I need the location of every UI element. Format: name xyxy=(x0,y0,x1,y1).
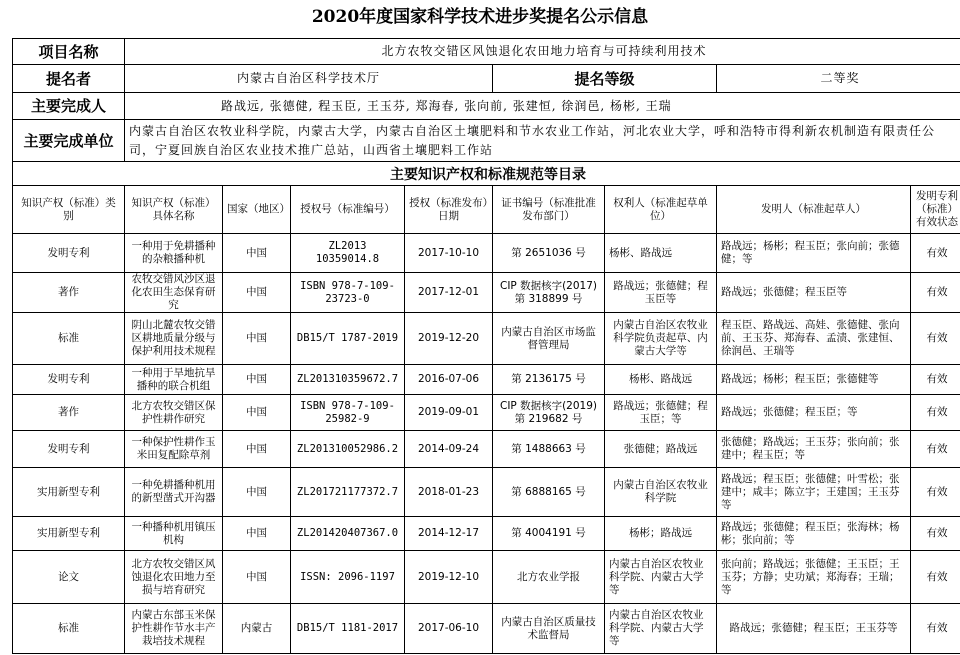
cell-name: 北方农牧交错区保护性耕作研究 xyxy=(125,395,223,431)
cell-inventors: 张向前；路战远；张德健；王玉臣；王玉芬；方静；史功斌；郑海春；王瑞；等 xyxy=(717,551,911,604)
units-label: 主要完成单位 xyxy=(13,120,125,162)
cell-date: 2016-07-06 xyxy=(405,365,493,395)
cell-owner: 路战远；张德健；程玉臣；等 xyxy=(605,395,717,431)
header-cell: 权利人（标准起草单位） xyxy=(605,186,717,234)
page-title: 2020年度国家科学技术进步奖提名公示信息 xyxy=(311,7,649,27)
cell-number: ZL201310052986.2 xyxy=(291,431,405,468)
cell-name: 农牧交错风沙区退化农田生态保育研究 xyxy=(125,273,223,313)
cell-number: ZL201310359672.7 xyxy=(291,365,405,395)
cell-owner: 内蒙古自治区农牧业科学院负责起草、内蒙古大学等 xyxy=(605,313,717,365)
persons-label: 主要完成人 xyxy=(13,93,125,120)
cell-owner: 杨彬、路战远 xyxy=(605,365,717,395)
cell-country: 中国 xyxy=(223,551,291,604)
cell-inventors: 路战远；杨彬；程玉臣；张向前；张德健；等 xyxy=(717,234,911,273)
cell-status: 有效 xyxy=(911,517,960,551)
persons-value: 路战远, 张德健, 程玉臣, 王玉芬, 郑海春, 张向前, 张建恒, 徐润邑, 杨彬, 王瑞 xyxy=(125,93,960,120)
cell-certificate: CIP 数据核字(2017) 第 318899 号 xyxy=(493,273,605,313)
cell-certificate: 第 2651036 号 xyxy=(493,234,605,273)
cell-inventors: 程玉臣、路战远、高娃、张德健、张向前、王玉芬、郑海春、孟渍、张建恒、徐润邑、王瑞等 xyxy=(717,313,911,365)
persons-row xyxy=(13,93,960,120)
cell-country: 中国 xyxy=(223,431,291,468)
header-cell: 发明专利（标准）有效状态 xyxy=(911,186,960,234)
cell-number: ISBN 978-7-109-23723-0 xyxy=(291,273,405,313)
cell-country: 内蒙古 xyxy=(223,604,291,654)
cell-status: 有效 xyxy=(911,365,960,395)
cell-category: 标准 xyxy=(13,604,125,654)
nominator-label: 提名者 xyxy=(13,65,125,93)
cell-date: 2019-12-20 xyxy=(405,313,493,365)
cell-category: 著作 xyxy=(13,273,125,313)
cell-country: 中国 xyxy=(223,234,291,273)
cell-name: 一种保护性耕作玉米田复配除草剂 xyxy=(125,431,223,468)
cell-certificate: 第 6888165 号 xyxy=(493,468,605,517)
cell-name: 一种播种机用镇压机构 xyxy=(125,517,223,551)
cell-owner: 杨彬、路战远 xyxy=(605,234,717,273)
cell-date: 2014-09-24 xyxy=(405,431,493,468)
cell-status: 有效 xyxy=(911,468,960,517)
table-header xyxy=(13,186,960,234)
cell-owner: 内蒙古自治区农牧业科学院、内蒙古大学等 xyxy=(605,604,717,654)
cell-country: 中国 xyxy=(223,468,291,517)
cell-status: 有效 xyxy=(911,273,960,313)
cell-category: 论文 xyxy=(13,551,125,604)
cell-status: 有效 xyxy=(911,604,960,654)
header-cell: 授权号（标准编号） xyxy=(291,186,405,234)
cell-date: 2019-09-01 xyxy=(405,395,493,431)
table-row xyxy=(13,273,960,313)
nomination-table xyxy=(12,38,960,654)
cell-category: 发明专利 xyxy=(13,365,125,395)
header-cell: 授权（标准发布）日期 xyxy=(405,186,493,234)
cell-inventors: 路战远；张德健；程玉臣；等 xyxy=(717,395,911,431)
cell-status: 有效 xyxy=(911,551,960,604)
nominator-row xyxy=(13,65,960,93)
cell-number: ISBN 978-7-109-25982-9 xyxy=(291,395,405,431)
section-row xyxy=(13,162,960,186)
cell-date: 2019-12-10 xyxy=(405,551,493,604)
cell-certificate: 北方农业学报 xyxy=(493,551,605,604)
cell-country: 中国 xyxy=(223,517,291,551)
cell-date: 2017-12-01 xyxy=(405,273,493,313)
cell-category: 著作 xyxy=(13,395,125,431)
cell-category: 发明专利 xyxy=(13,234,125,273)
cell-owner: 路战远；张德健；程玉臣等 xyxy=(605,273,717,313)
cell-inventors: 路战远；张德健；程玉臣；王玉芬等 xyxy=(717,604,911,654)
cell-category: 发明专利 xyxy=(13,431,125,468)
cell-number: ZL2013 10359014.8 xyxy=(291,234,405,273)
table-row xyxy=(13,551,960,604)
header-cell: 知识产权（标准）类别 xyxy=(13,186,125,234)
cell-certificate: 第 4004191 号 xyxy=(493,517,605,551)
cell-status: 有效 xyxy=(911,431,960,468)
cell-certificate: 第 1488663 号 xyxy=(493,431,605,468)
table-row xyxy=(13,234,960,273)
cell-date: 2017-10-10 xyxy=(405,234,493,273)
header-cell: 证书编号（标准批准发布部门） xyxy=(493,186,605,234)
table-row xyxy=(13,468,960,517)
cell-number: ISSN: 2096-1197 xyxy=(291,551,405,604)
units-row xyxy=(13,120,960,162)
cell-name: 一种用于免耕播种的杂粮播种机 xyxy=(125,234,223,273)
cell-country: 中国 xyxy=(223,273,291,313)
cell-status: 有效 xyxy=(911,234,960,273)
cell-date: 2014-12-17 xyxy=(405,517,493,551)
cell-owner: 内蒙古自治区农牧业科学院、内蒙古大学等 xyxy=(605,551,717,604)
cell-country: 中国 xyxy=(223,365,291,395)
cell-inventors: 路战远；杨彬；程玉臣；张德健等 xyxy=(717,365,911,395)
cell-certificate: CIP 数据核字(2019) 第 219682 号 xyxy=(493,395,605,431)
table-row xyxy=(13,604,960,654)
table-row xyxy=(13,431,960,468)
cell-country: 中国 xyxy=(223,313,291,365)
cell-certificate: 内蒙古自治区市场监督管理局 xyxy=(493,313,605,365)
cell-name: 阴山北麓农牧交错区耕地质量分级与保护利用技术规程 xyxy=(125,313,223,365)
cell-name: 一种用于旱地抗旱播种的联合机组 xyxy=(125,365,223,395)
cell-status: 有效 xyxy=(911,395,960,431)
cell-inventors: 路战远；张德健；程玉臣等 xyxy=(717,273,911,313)
cell-number: ZL201721177372.7 xyxy=(291,468,405,517)
cell-name: 一种免耕播种机用的新型凿式开沟器 xyxy=(125,468,223,517)
nominator-value: 内蒙古自治区科学技术厅 xyxy=(125,65,493,93)
cell-number: DB15/T 1181-2017 xyxy=(291,604,405,654)
cell-number: ZL201420407367.0 xyxy=(291,517,405,551)
cell-inventors: 路战远；张德健；程玉臣；张海林；杨彬；张向前；等 xyxy=(717,517,911,551)
cell-owner: 内蒙古自治区农牧业科学院 xyxy=(605,468,717,517)
header-cell: 国家（地区） xyxy=(223,186,291,234)
cell-category: 实用新型专利 xyxy=(13,468,125,517)
header-cell: 发明人（标准起草人） xyxy=(717,186,911,234)
cell-certificate: 内蒙古自治区质量技术监督局 xyxy=(493,604,605,654)
grade-label: 提名等级 xyxy=(493,65,717,93)
cell-owner: 杨彬；路战远 xyxy=(605,517,717,551)
project-value: 北方农牧交错区风蚀退化农田地力培育与可持续利用技术 xyxy=(125,39,960,65)
table-row xyxy=(13,395,960,431)
cell-inventors: 路战远；程玉臣；张德健；叶雪松；张建中；咸丰；陈立宇；王建国；王玉芬等 xyxy=(717,468,911,517)
header-cell: 知识产权（标准）具体名称 xyxy=(125,186,223,234)
grade-value: 二等奖 xyxy=(717,65,960,93)
cell-owner: 张德健；路战远 xyxy=(605,431,717,468)
cell-number: DB15/T 1787-2019 xyxy=(291,313,405,365)
cell-country: 中国 xyxy=(223,395,291,431)
cell-category: 实用新型专利 xyxy=(13,517,125,551)
cell-name: 北方农牧交错区风蚀退化农田地力至损与培育研究 xyxy=(125,551,223,604)
units-value: 内蒙古自治区农牧业科学院，内蒙古大学，内蒙古自治区土壤肥料和节水农业工作站，河北农业大学，呼和浩特市得利新农机制造有限责任公司，宁夏回族自治区农业技术推广总站，山西省土壤肥料工作站 xyxy=(125,120,960,162)
cell-certificate: 第 2136175 号 xyxy=(493,365,605,395)
cell-inventors: 张德健；路战远；王玉芬；张向前；张建中；程玉臣；等 xyxy=(717,431,911,468)
table-row xyxy=(13,517,960,551)
cell-date: 2018-01-23 xyxy=(405,468,493,517)
table-row xyxy=(13,365,960,395)
cell-name: 内蒙古东部玉米保护性耕作节水丰产栽培技术规程 xyxy=(125,604,223,654)
cell-date: 2017-06-10 xyxy=(405,604,493,654)
project-label: 项目名称 xyxy=(13,39,125,65)
cell-category: 标准 xyxy=(13,313,125,365)
section-title: 主要知识产权和标准规范等目录 xyxy=(13,162,960,186)
project-row xyxy=(13,39,960,65)
cell-status: 有效 xyxy=(911,313,960,365)
table-row xyxy=(13,313,960,365)
